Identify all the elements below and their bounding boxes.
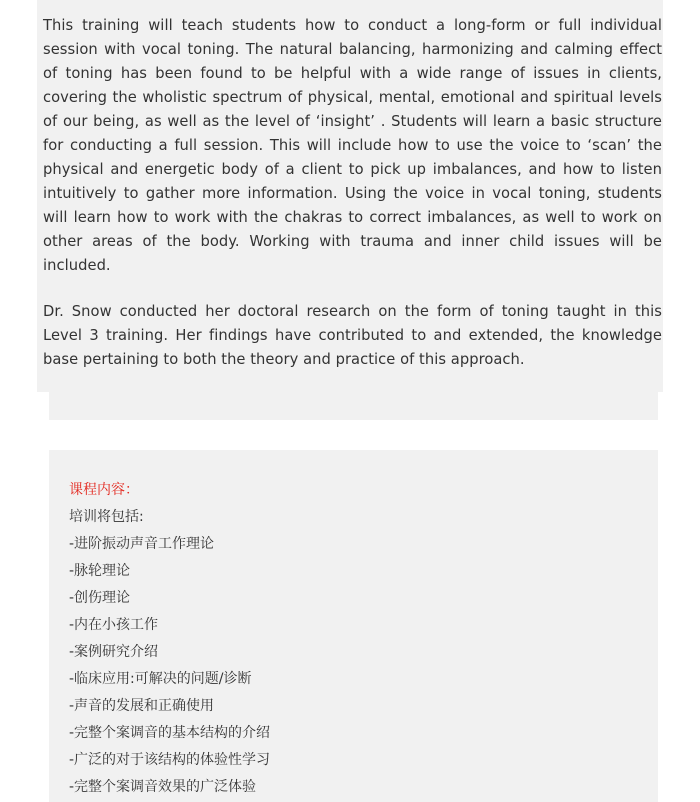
course-description: [43, 14, 662, 372]
list-item: -声音的发展和正确使用: [69, 698, 215, 714]
course-content-list: [69, 477, 270, 801]
description-block-tail: [49, 392, 658, 420]
course-content-heading: 课程内容：: [69, 482, 139, 498]
description-paragraph-2: Dr. Snow conducted her doctoral research on the form of toning taught in this Level 3 training. Her findings have contributed to and extended, the knowledge base pertaining to both the theory and practice of this approach.: [43, 303, 662, 368]
list-item: -完整个案调音效果的广泛体验: [69, 779, 257, 795]
list-item: -案例研究介绍: [69, 644, 159, 660]
list-item: -内在小孩工作: [69, 617, 159, 633]
list-item: -完整个案调音的基本结构的介绍: [69, 725, 271, 741]
list-item: -临床应用:可解决的问题/诊断: [69, 671, 252, 687]
list-item: -进阶振动声音工作理论: [69, 536, 215, 552]
list-item: -广泛的对于该结构的体验性学习: [69, 752, 271, 768]
description-paragraph-1: This training will teach students how to conduct a long-form or full individual session with vocal toning. The natural balancing, harmonizing and calming effect of toning has been found to be helpful with a wide range of issues in clients, covering the wholistic spectrum of physical, mental, emotional and spiritual levels of our being, as well as the level of ‘insight’ . Students will learn a basic structure for conducting a full session. This will include how to use the voice to ‘scan’ the physical and energetic body of a client to pick up imbalances, and how to listen intuitively to gather more information. Using the voice in vocal toning, students will learn how to work with the chakras to correct imbalances, as well to work on other areas of the body. Working with trauma and inner child issues will be included.: [43, 17, 662, 274]
list-item: -脉轮理论: [69, 563, 131, 579]
list-item: -创伤理论: [69, 590, 131, 606]
course-content-intro: 培训将包括:: [69, 509, 144, 525]
